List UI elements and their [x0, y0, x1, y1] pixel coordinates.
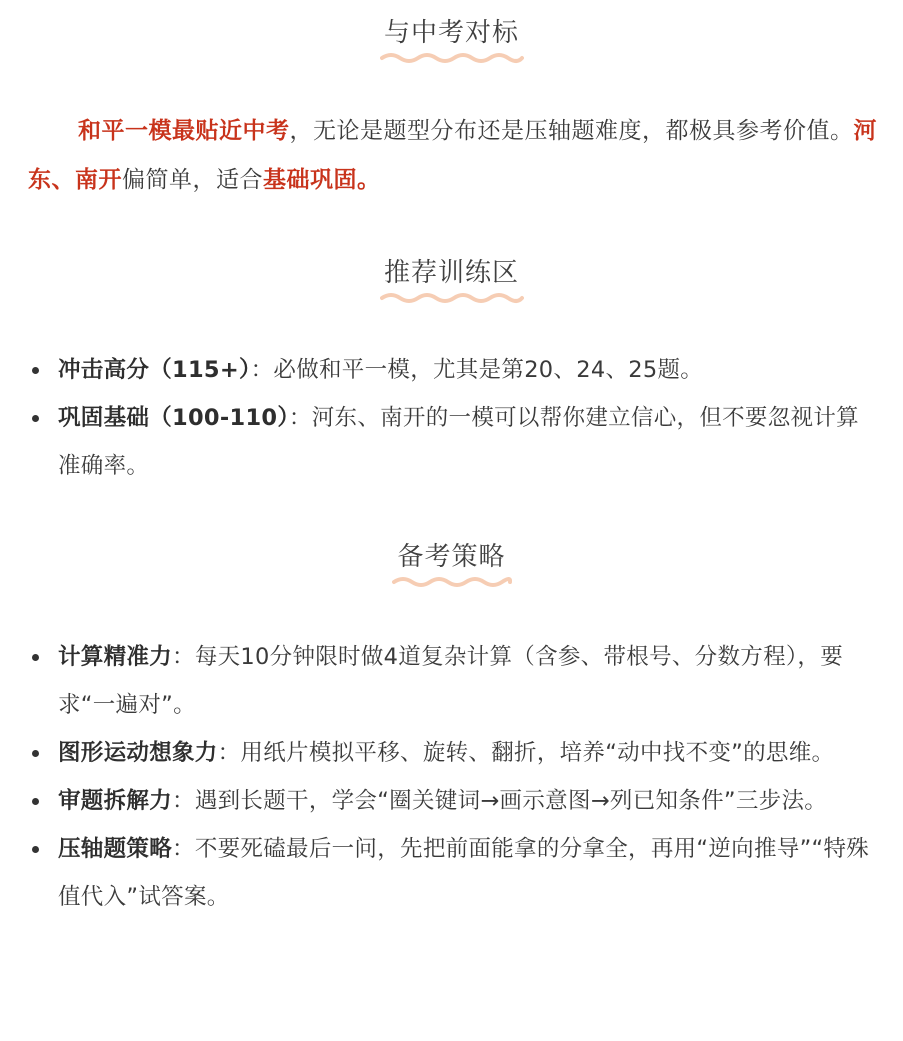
bullet-icon: [32, 846, 39, 853]
item-text: 河东、南开的一模可以帮你建立信心，但不要忽视计算准确率。: [58, 405, 859, 479]
highlight-heping: 和平一模最贴近中考: [78, 118, 290, 144]
item-label: 巩固基础（100-110）: [58, 405, 289, 431]
section-title: 与中考对标: [383, 18, 519, 48]
item-text: 每天10分钟限时做4道复杂计算（含参、带根号、分数方程），要求“一遍对”。: [58, 644, 844, 718]
item-label: 压轴题策略: [58, 836, 173, 862]
bullet-icon: [32, 654, 39, 661]
bullet-icon: [32, 415, 39, 422]
intro-paragraph: [28, 107, 880, 205]
list-item: [28, 394, 880, 490]
item-separator: ：: [172, 836, 195, 862]
item-separator: ：: [172, 788, 195, 814]
section-title: 备考策略: [397, 542, 506, 572]
training-list: [28, 346, 880, 490]
highlight-basic: 基础巩固。: [263, 167, 381, 193]
list-item: [28, 729, 880, 777]
section-title: 推荐训练区: [383, 258, 519, 288]
list-item: [28, 633, 880, 729]
item-label: 冲击高分（115+）: [58, 357, 251, 383]
bullet-icon: [32, 367, 39, 374]
item-label: 审题拆解力: [58, 788, 173, 814]
list-item: [28, 777, 880, 825]
item-text: 遇到长题干，学会“圈关键词→画示意图→列已知条件”三步法。: [194, 788, 828, 814]
highlight-hedong-nankai: 河东、南开: [28, 118, 877, 193]
wave-underline-decoration: [392, 576, 512, 588]
item-text: 不要死磕最后一问，先把前面能拿的分拿全，再用“逆向推导”“特殊值代入”试答案。: [58, 836, 870, 910]
bullet-icon: [32, 750, 39, 757]
wave-underline-decoration: [380, 292, 524, 304]
strategy-list: [28, 633, 880, 921]
item-text: 必做和平一模，尤其是第20、24、25题。: [273, 357, 704, 383]
item-separator: ：: [288, 405, 312, 431]
item-separator: ：: [217, 740, 241, 766]
wave-underline-decoration: [380, 52, 524, 64]
item-separator: ：: [172, 644, 195, 670]
item-text: 用纸片模拟平移、旋转、翻折，培养“动中找不变”的思维。: [240, 740, 835, 766]
list-item: [28, 346, 880, 394]
list-item: [28, 825, 880, 921]
paragraph-text: 偏简单，适合: [122, 167, 263, 193]
section-heading-benchmark: [0, 16, 903, 64]
item-label: 计算精准力: [58, 644, 173, 670]
section-heading-training: [0, 256, 903, 304]
item-separator: ：: [250, 357, 274, 383]
section-heading-strategy: [0, 540, 903, 588]
item-label: 图形运动想象力: [58, 740, 218, 766]
paragraph-text: ，无论是题型分布还是压轴题难度，都极具参考价值。: [289, 118, 854, 144]
bullet-icon: [32, 798, 39, 805]
